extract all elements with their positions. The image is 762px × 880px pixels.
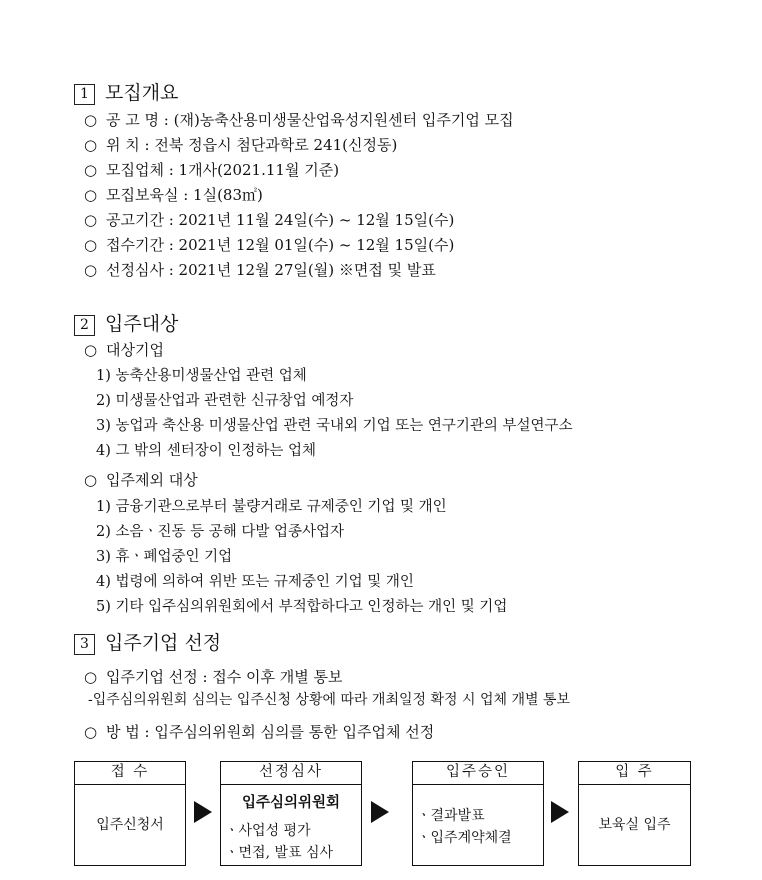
target-item: 4) 그 밖의 센터장이 인정하는 업체 <box>96 443 317 459</box>
exclusions-heading: ○ 입주제외 대상 <box>84 471 198 489</box>
flow-step-review <box>220 761 362 866</box>
overview-item: ○ 선정심사 : 2021년 12월 27일(월) ※면접 및 발표 <box>84 261 436 279</box>
section-title: 입주대상 <box>105 313 179 335</box>
flow-arrow-icon <box>551 801 569 823</box>
exclusion-item: 2) 소음ㆍ진동 등 공해 다발 업종사업자 <box>96 524 345 540</box>
section-heading-targets <box>74 312 178 336</box>
target-item: 2) 미생물산업과 관련한 신규창업 예정자 <box>96 393 354 409</box>
flow-step-header: 입주승인 <box>413 762 543 785</box>
exclusion-item: 4) 법령에 의하여 위반 또는 규제중인 기업 및 개인 <box>96 574 414 590</box>
selection-note: -입주심의위원회 심의는 입주신청 상황에 따라 개최일정 확정 시 업체 개별 통보 <box>88 692 570 708</box>
section-heading-selection <box>74 631 221 655</box>
flow-step-moving-in <box>578 761 691 866</box>
target-item: 1) 농축산용미생물산업 관련 업체 <box>96 368 307 384</box>
flow-step-header: 선정심사 <box>221 762 361 785</box>
section-number: 1 <box>74 84 95 105</box>
section-heading-overview <box>74 81 178 105</box>
flow-step-header: 입 주 <box>579 762 690 785</box>
flow-step-title: 입주심의위원회 <box>241 794 341 811</box>
target-item: 3) 농업과 축산용 미생물산업 관련 국내외 기업 또는 연구기관의 부설연구소 <box>96 418 573 434</box>
overview-item: ○ 공 고 명 : (재)농축산용미생물산업육성지원센터 입주기업 모집 <box>84 111 514 129</box>
section-number: 2 <box>74 315 95 336</box>
flow-step-receipt <box>74 761 186 866</box>
exclusion-item: 5) 기타 입주심의위원회에서 부적합하다고 인정하는 개인 및 기업 <box>96 599 508 615</box>
overview-item: ○ 위 치 : 전북 정읍시 첨단과학로 241(신정동) <box>84 136 398 154</box>
overview-item: ○ 접수기간 : 2021년 12월 01일(수) ~ 12월 15일(수) <box>84 236 455 254</box>
section-title: 모집개요 <box>105 82 179 104</box>
flow-step-approval <box>412 761 544 866</box>
overview-item: ○ 모집업체 : 1개사(2021.11월 기준) <box>84 161 340 179</box>
flow-arrow-icon <box>194 801 212 823</box>
flow-step-header: 접 수 <box>75 762 185 785</box>
targets-heading: ○ 대상기업 <box>84 341 164 359</box>
exclusion-item: 3) 휴ㆍ폐업중인 기업 <box>96 549 233 565</box>
section-number: 3 <box>74 634 95 655</box>
flow-step-body: 입주신청서 <box>96 817 164 833</box>
overview-item: ○ 모집보육실 : 1실(83㎡) <box>84 186 263 204</box>
selection-line: ○ 입주기업 선정 : 접수 이후 개별 통보 <box>84 668 343 686</box>
flow-step-body: ㆍ사업성 평가 ㆍ면접, 발표 심사 <box>225 823 334 861</box>
flow-step-body: ㆍ결과발표 ㆍ입주계약체결 <box>417 808 512 846</box>
flow-step-body: 보육실 입주 <box>598 817 671 833</box>
section-title: 입주기업 선정 <box>105 632 222 654</box>
flow-arrow-icon <box>371 801 389 823</box>
selection-method: ○ 방 법 : 입주심의위원회 심의를 통한 입주업체 선정 <box>84 723 435 741</box>
exclusion-item: 1) 금융기관으로부터 불량거래로 규제중인 기업 및 개인 <box>96 499 447 515</box>
overview-item: ○ 공고기간 : 2021년 11월 24일(수) ~ 12월 15일(수) <box>84 211 455 229</box>
